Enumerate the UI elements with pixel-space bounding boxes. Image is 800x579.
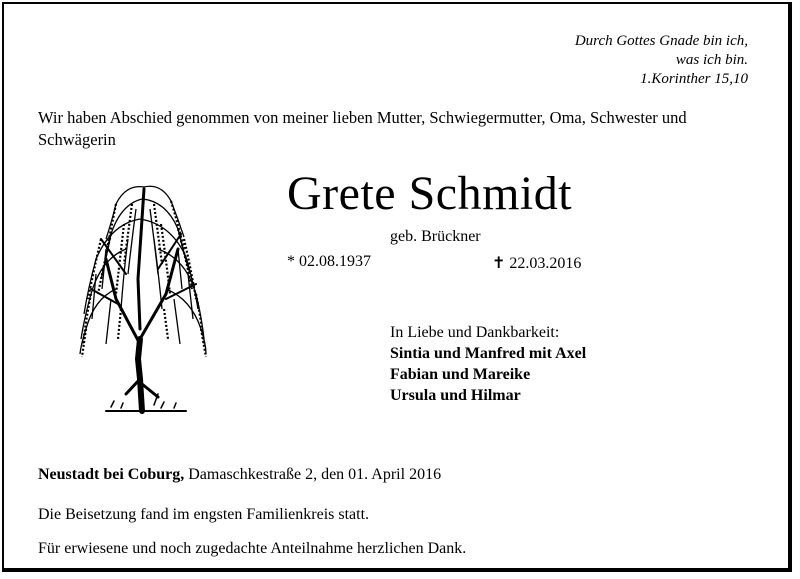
weeping-willow-icon — [66, 179, 221, 414]
verse-line: was ich bin. — [675, 52, 748, 68]
obituary-notice — [2, 2, 792, 572]
verse-line: Durch Gottes Gnade bin ich, — [574, 33, 748, 49]
mourners-heading: In Liebe und Dankbarkeit: — [390, 324, 560, 341]
birth-name: geb. Brückner — [390, 228, 481, 245]
deceased-name: Grete Schmidt — [287, 167, 573, 220]
mourners-block — [390, 322, 586, 406]
death-date: ✝ 22.03.2016 — [492, 255, 582, 272]
place-town: Neustadt bei Coburg, — [38, 466, 185, 483]
intro-text: Wir haben Abschied genommen von meiner lieben Mutter, Schwiegermutter, Oma, Schwester und Schwägerin — [38, 108, 687, 149]
bible-verse — [575, 32, 748, 89]
place-and-date — [38, 466, 441, 484]
verse-reference: 1.Korinther 15,10 — [640, 71, 748, 87]
mourner-entry: Sintia und Manfred mit Axel — [390, 345, 587, 362]
place-address-date: Damaschkestraße 2, den 01. April 2016 — [184, 466, 442, 483]
burial-note: Die Beisetzung fand im engsten Familienkreis statt. — [38, 506, 370, 523]
thanks-note: Für erwiesene und noch zugedachte Anteilnahme herzlichen Dank. — [38, 540, 467, 557]
mourners-names — [390, 343, 586, 406]
birth-date: * 02.08.1937 — [287, 253, 371, 270]
mourner-entry: Ursula und Hilmar — [390, 387, 521, 404]
mourner-entry: Fabian und Mareike — [390, 366, 531, 383]
